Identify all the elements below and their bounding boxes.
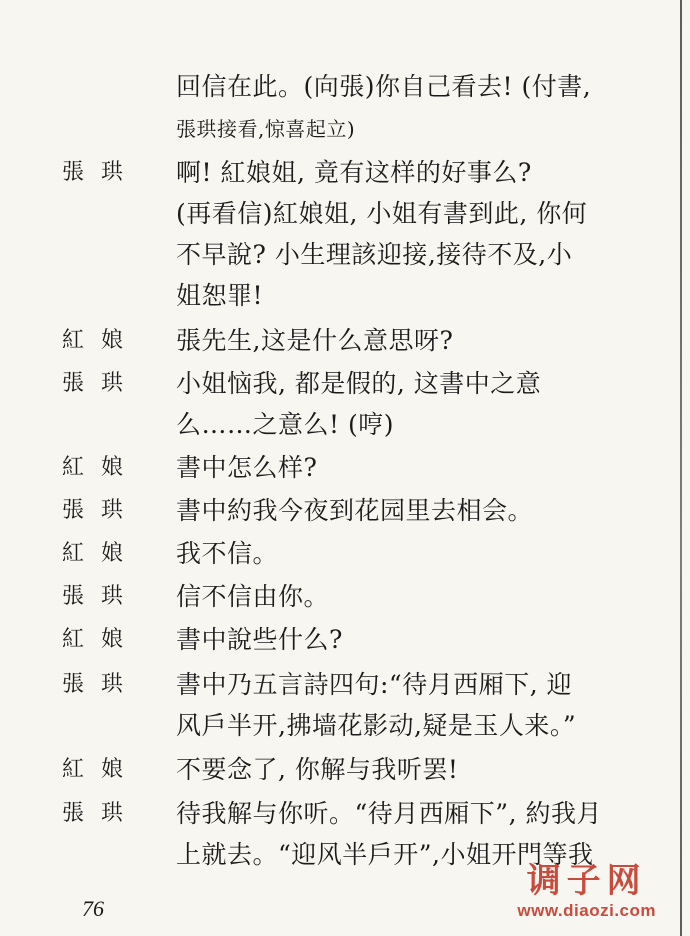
dialogue-line: 么……之意么! (哼) <box>176 410 395 439</box>
dialogue-line: 上就去。“迎风半戶开”,小姐开門等我 <box>176 840 594 869</box>
speaker-name: 紅娘 <box>62 328 141 353</box>
speaker-name: 張珙 <box>62 371 141 396</box>
dialogue-line: 書中約我今夜到花园里去相会。 <box>176 496 534 525</box>
opening-line: 張珙接看,惊喜起立) <box>176 117 356 141</box>
dialogue-line: 不要念了, 你解与我听罢! <box>176 755 459 784</box>
dialogue-line: 小姐恼我, 都是假的, 这書中之意 <box>176 369 542 398</box>
dialogue-line: 风戶半开,拂墙花影动,疑是玉人来。” <box>176 711 577 740</box>
opening-line: 回信在此。(向張)你自己看去! (付書, <box>176 72 592 101</box>
speaker-name: 紅娘 <box>62 541 141 566</box>
dialogue-line: (再看信)紅娘姐, 小姐有書到此, 你何 <box>176 199 588 228</box>
dialogue-line: 張先生,这是什么意思呀? <box>176 326 454 355</box>
watermark-url: www.diaozi.com <box>517 901 656 920</box>
speaker-name: 紅娘 <box>62 455 141 480</box>
dialogue-line: 書中乃五言詩四句:“待月西厢下, 迎 <box>176 670 573 699</box>
dialogue-line: 不早說? 小生理該迎接,接待不及,小 <box>176 240 573 269</box>
speaker-name: 張珙 <box>62 498 141 523</box>
page-edge-rule <box>680 0 682 936</box>
speaker-name: 紅娘 <box>62 757 141 782</box>
dialogue-line: 姐恕罪! <box>176 281 264 310</box>
dialogue-line: 待我解与你听。“待月西厢下”, 約我月 <box>176 799 602 828</box>
dialogue-line: 啊! 紅娘姐, 竟有这样的好事么? <box>176 158 532 187</box>
speaker-name: 張珙 <box>62 801 141 826</box>
dialogue-line: 書中說些什么? <box>176 625 343 654</box>
speaker-name: 張珙 <box>62 160 141 185</box>
dialogue-line: 書中怎么样? <box>176 453 318 482</box>
dialogue-line: 信不信由你。 <box>176 582 330 611</box>
speaker-name: 張珙 <box>62 672 141 697</box>
page-number: 76 <box>82 896 104 921</box>
speaker-name: 張珙 <box>62 584 141 609</box>
dialogue-line: 我不信。 <box>176 539 279 568</box>
speaker-name: 紅娘 <box>62 627 141 652</box>
watermark-name: 调子网 <box>526 862 647 900</box>
site-watermark <box>517 862 656 922</box>
